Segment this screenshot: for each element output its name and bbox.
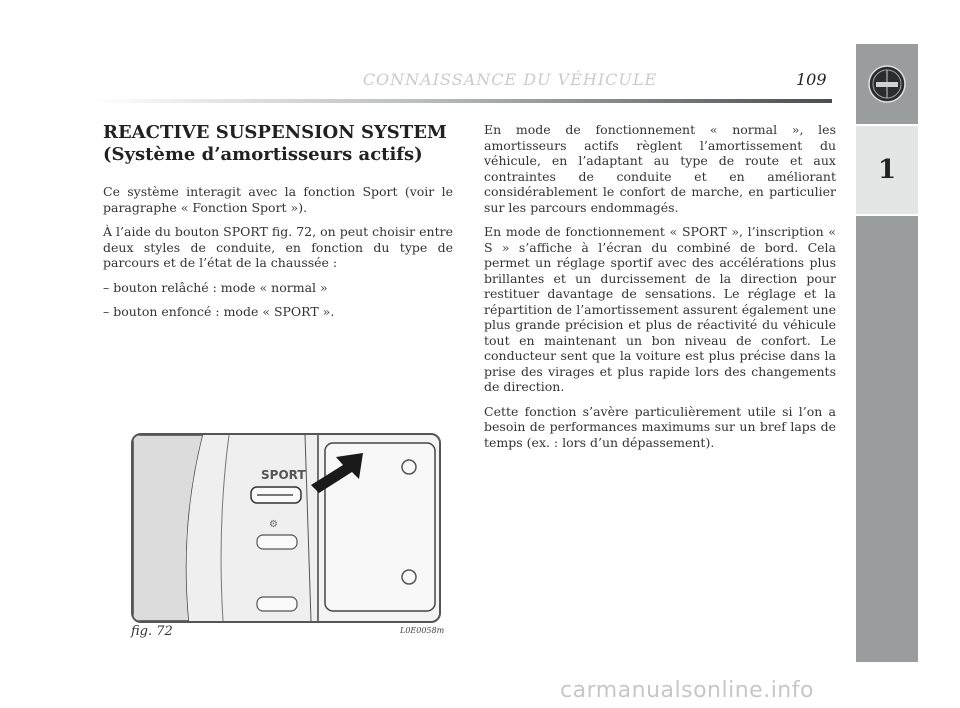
watermark: carmanualsonline.info: [560, 678, 814, 703]
section-title-line2: (Système d’amortisseurs actifs): [103, 144, 423, 165]
paragraph: Ce système interagit avec la fonction Sport (voir le paragraphe « Fonction Sport »).: [103, 184, 453, 215]
paragraph: En mode de fonctionnement « normal », les amortisseurs actifs règlent l’amortissement du véhicule, en l’adaptant au type de route et aux contraintes de conduite et en améliorant considérablement le confort de marche, en particulier sur les parcours endommagés.: [484, 122, 836, 215]
page-number: 109: [796, 70, 827, 89]
chapter-side-tab: [856, 44, 918, 662]
section-title-line1: REACTIVE SUSPENSION SYSTEM: [103, 122, 447, 143]
left-column: [103, 122, 453, 329]
right-column: [484, 122, 836, 459]
paragraph: À l’aide du bouton SPORT fig. 72, on peut choisir entre deux styles de conduite, en fonction du type de parcours et de l’état de la chaussée :: [103, 224, 453, 270]
figure-caption: fig. 72: [131, 624, 173, 639]
figure-code: L0E0058m: [400, 626, 445, 635]
chapter-number[interactable]: 1: [856, 126, 918, 216]
paragraph: – bouton relâché : mode « normal »: [103, 279, 328, 295]
paragraph: – bouton enfoncé : mode « SPORT ».: [103, 304, 335, 319]
paragraph: Cette fonction s’avère particulièrement utile si l’on a besoin de performances maximums sur un bref laps de temps (ex. : lors d’un dépassement).: [484, 403, 836, 450]
paragraph: En mode de fonctionnement « SPORT », l’inscription « S » s’affiche à l’écran du combiné de bord. Cela permet un réglage sportif avec des accélérations plus brillantes et un durcissement de la direction pour restituer davantage de sensations. Le réglage et la répartition de l’amortissement assurent également une plus grande précision et plus de réactivité du véhicule tout en maintenant un bon niveau de confort. Le conducteur sent que la voiture est plus précise dans la prise des virages et plus rapide lors des changements de direction.: [484, 224, 836, 394]
sport-label: SPORT: [261, 468, 306, 482]
header-rule: [92, 99, 832, 103]
svg-text:⚙: ⚙: [269, 519, 278, 530]
section-title: [103, 122, 453, 166]
figure-sport-button: [131, 433, 441, 623]
sport-button-illustration: [133, 435, 439, 621]
running-head: CONNAISSANCE DU VÉHICULE: [362, 70, 658, 89]
lancia-logo-icon: [856, 44, 918, 126]
